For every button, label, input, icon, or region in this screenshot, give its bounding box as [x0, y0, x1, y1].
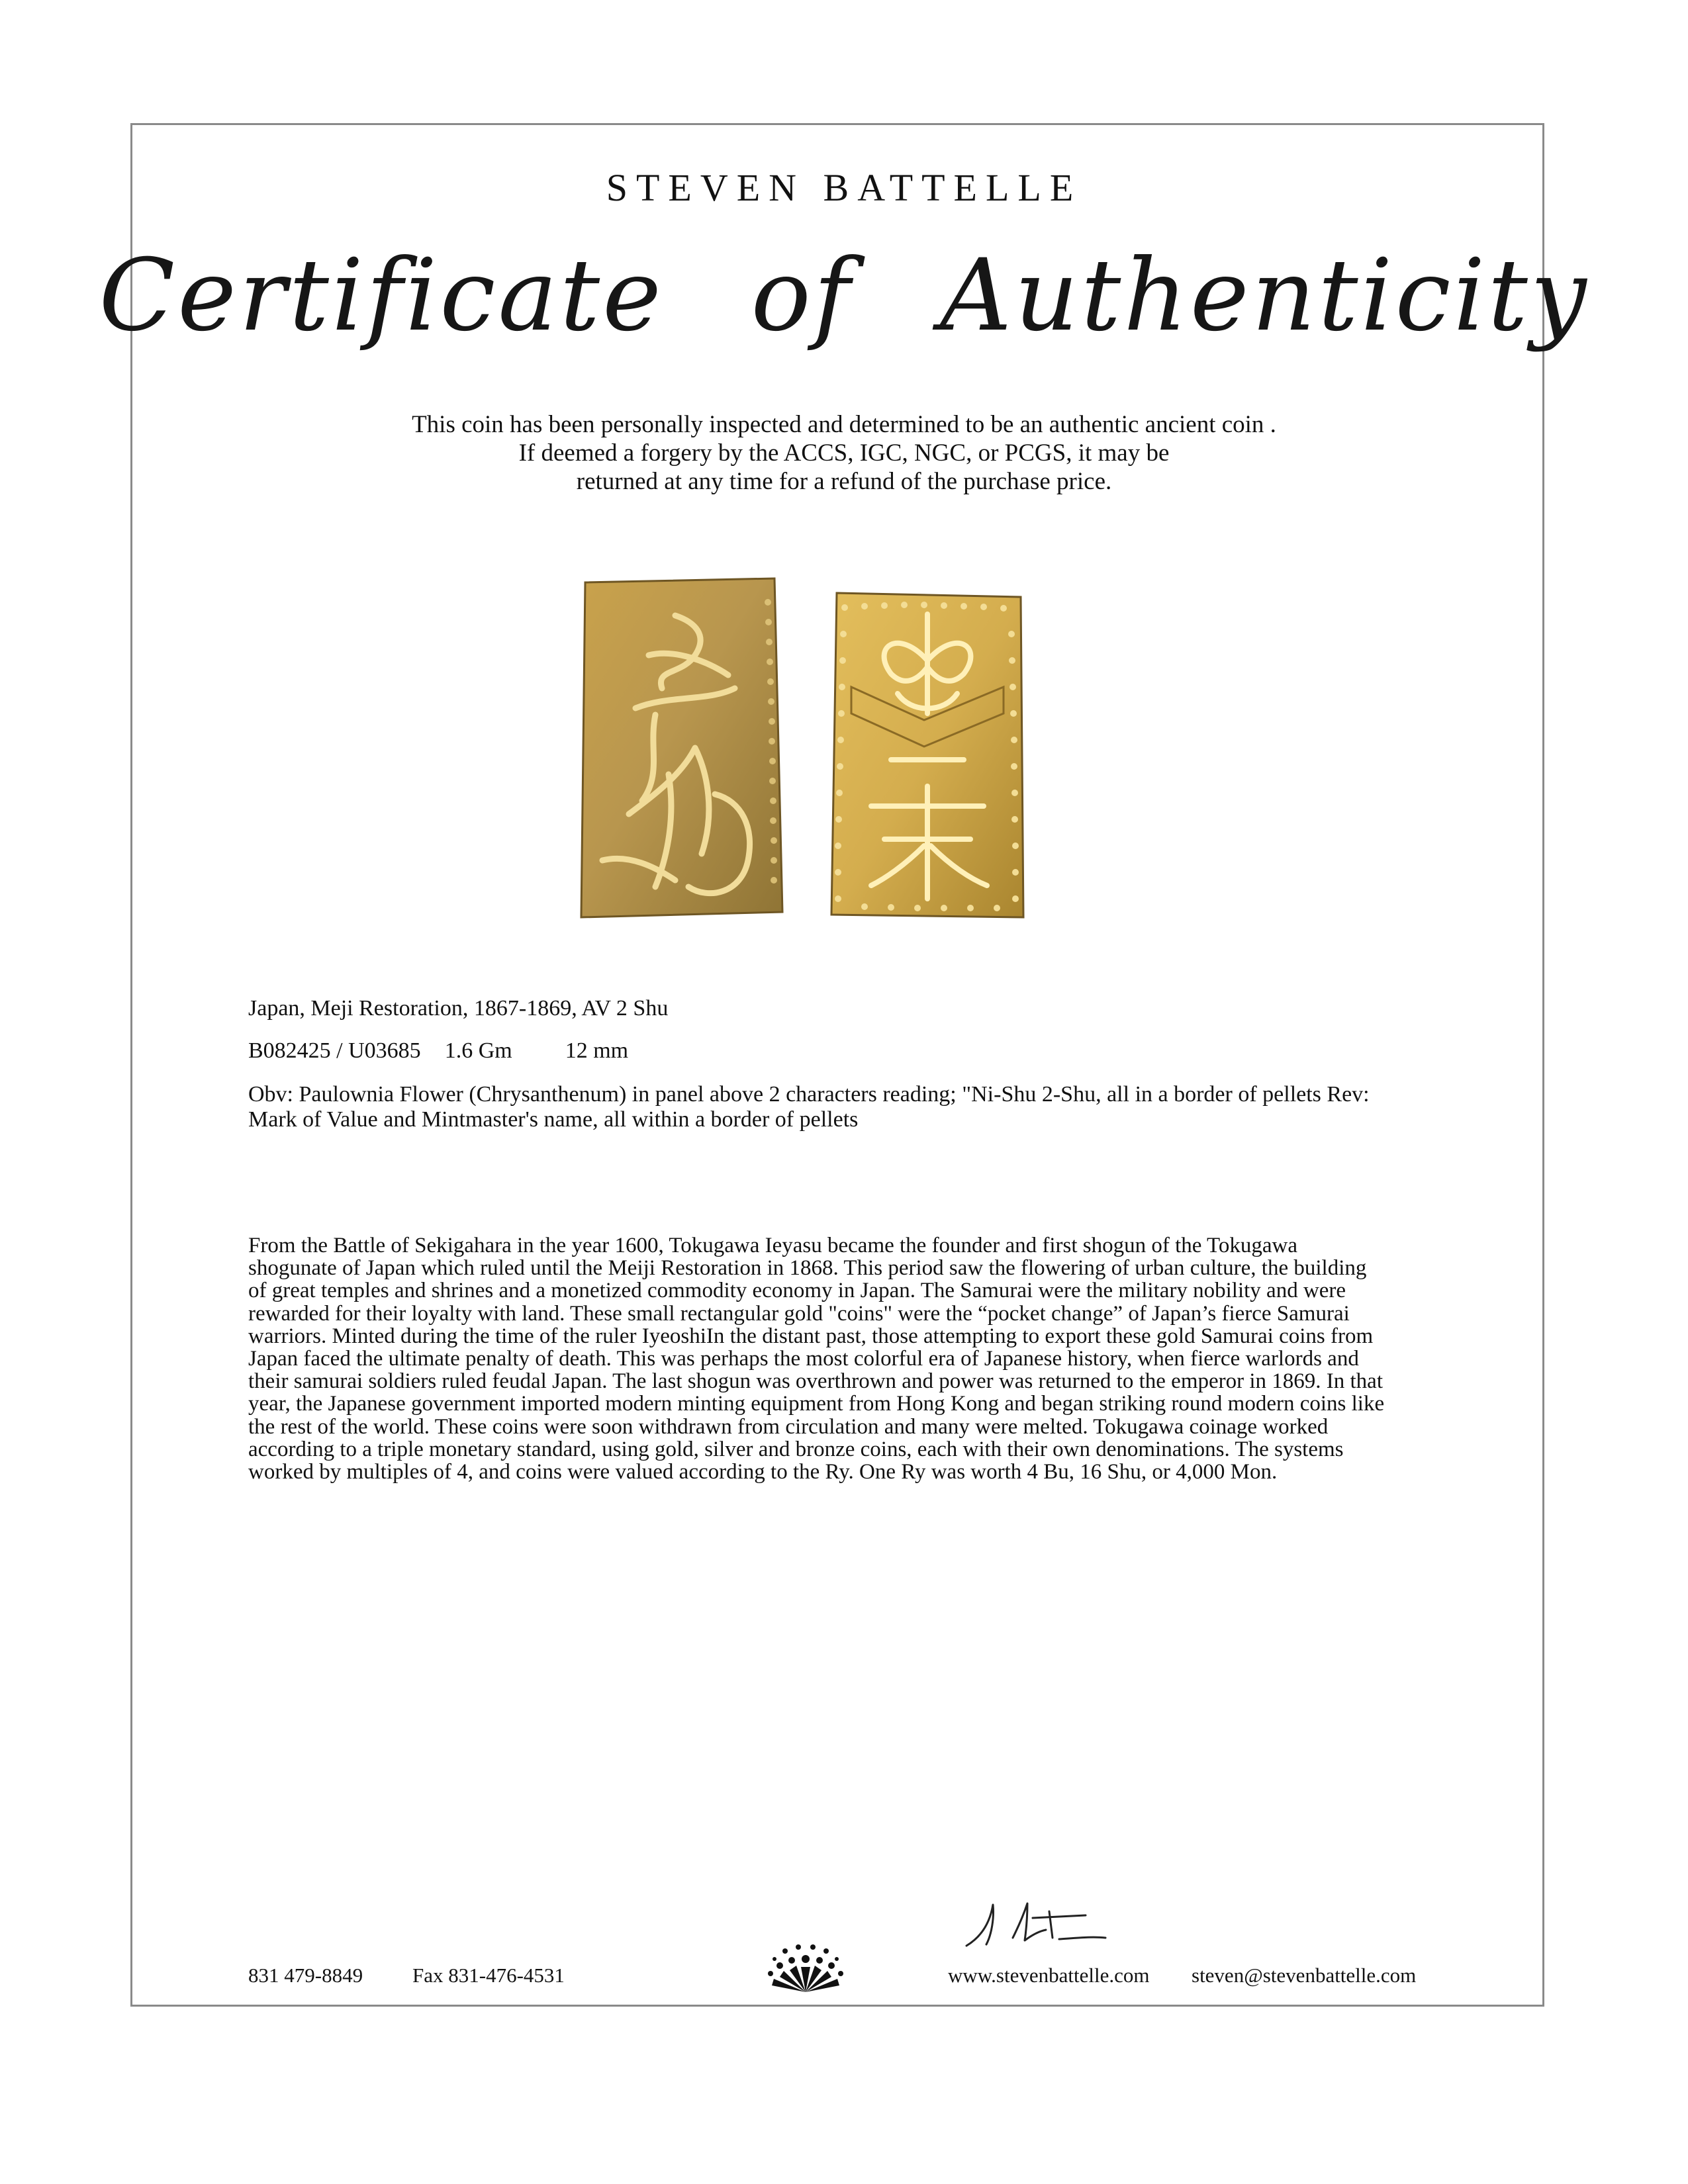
certificate-title — [0, 238, 1688, 353]
guarantee-line-2: If deemed a forgery by the ACCS, IGC, NGC, or PCGS, it may be — [518, 439, 1170, 467]
inventory-number: B082425 / U03685 — [248, 1038, 421, 1063]
guarantee-statement — [0, 410, 1688, 496]
coin-specs — [248, 1038, 628, 1064]
coin-obverse-description: Obv: Paulownia Flower (Chrysanthenum) in panel above 2 characters reading; "Ni-Shu 2-Shu, all in a border of pellets Rev: Mark of Value and Mintmaster's name, all within a border of pellets — [248, 1082, 1370, 1132]
guarantee-line-1: This coin has been personally inspected and determined to be an authentic ancient coin . — [412, 411, 1276, 438]
footer-phone: 831 479-8849 — [248, 1964, 363, 1987]
brand-name: STEVEN BATTELLE — [606, 166, 1082, 209]
certificate-border — [130, 123, 1544, 2007]
historical-background: From the Battle of Sekigahara in the year 1600, Tokugawa Ieyasu became the founder and first shogun of the Tokugawa shogunate of Japan which ruled until the Meiji Restoration in 1868. This period saw the flowering of urban culture, the building of great temples and shrines and a monetized commodity economy in Japan. The Samurai were the military nobility and were rewarded for their loyalty with land. These small rectangular gold "coins" were the “pocket change” of Japan’s fierce Samurai warriors. Minted during the time of the ruler IyeoshiIn the distant past, those attempting to export these gold Samurai coins from Japan faced the ultimate penalty of death. This was perhaps the most colorful era of Japanese history, when fierce warlords and their samurai soldiers ruled feudal Japan. The last shogun was overthrown and power was returned to the emperor in 1869. In that year, the Japanese government imported modern minting equipment from Hong Kong and began striking round modern coins like the rest of the world. These coins were soon withdrawn from circulation and many were melted. Tokugawa coinage worked according to a triple monetary standard, using gold, silver and bronze coins, each with their own denominations. The systems worked by multiples of 4, and coins were valued according to the Ry. One Ry was worth 4 Bu, 16 Shu, or 4,000 Mon. — [248, 1234, 1385, 1484]
title-word-certificate: Certificate — [99, 238, 664, 353]
title-word-authenticity: Authenticity — [940, 238, 1589, 353]
footer-website[interactable]: www.stevenbattelle.com — [948, 1964, 1150, 1987]
guarantee-line-3: returned at any time for a refund of the purchase price. — [576, 468, 1112, 495]
signature-icon — [953, 1898, 1112, 1954]
coin-description: Japan, Meji Restoration, 1867-1869, AV 2 Shu — [248, 996, 669, 1021]
sunburst-logo-icon — [767, 1940, 845, 1997]
coin-reverse-image — [825, 588, 1030, 924]
coin-weight: 1.6 Gm — [444, 1038, 512, 1063]
coin-obverse-image — [576, 576, 785, 921]
coin-size: 12 mm — [565, 1038, 629, 1063]
title-word-of: of — [751, 238, 853, 353]
footer-fax: Fax 831-476-4531 — [412, 1964, 565, 1987]
footer-email[interactable]: steven@stevenbattelle.com — [1192, 1964, 1417, 1987]
